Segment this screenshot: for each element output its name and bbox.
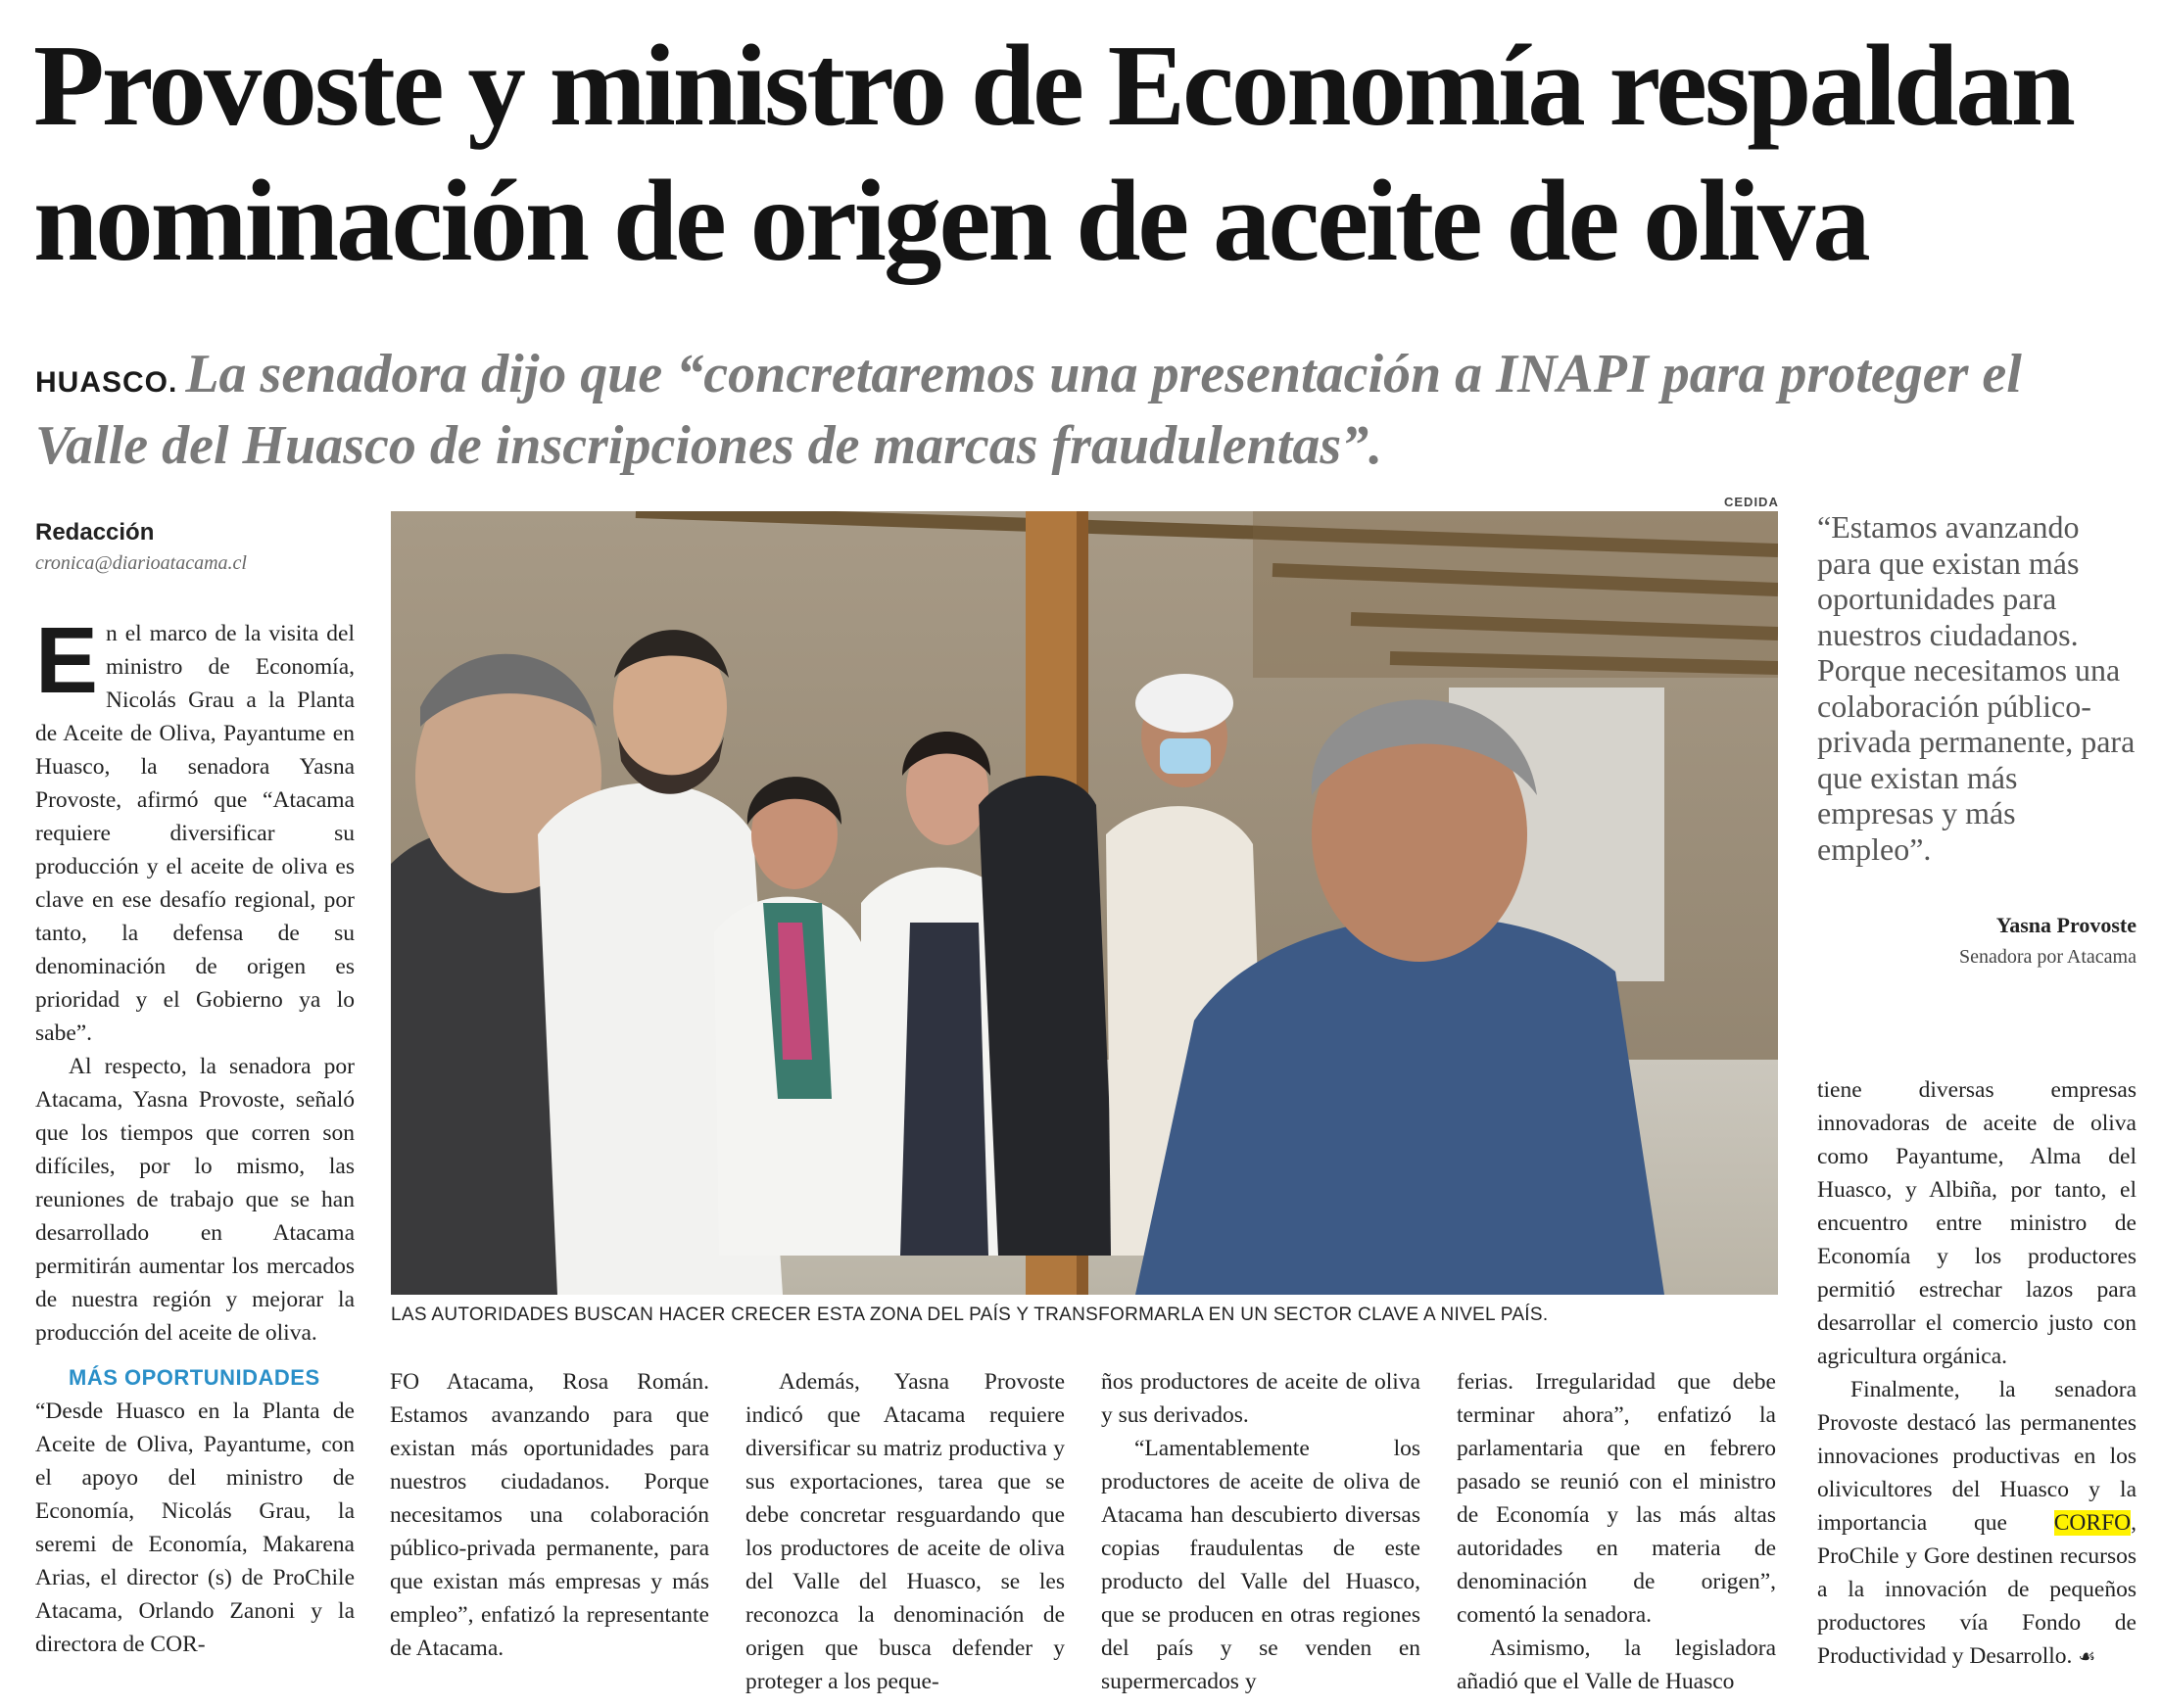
end-mark: ☙ — [2078, 1646, 2096, 1668]
paragraph-1 — [35, 608, 355, 1050]
paragraph-3: “Desde Huasco en la Planta de Aceite de Oliva, Payantume, con el apoyo del ministro de Economía, Nicolás Grau, la seremi de Economía, Makarena Arias, el director (s) de ProChile Atacama, Orlando Zanoni y la directora de COR- — [35, 1399, 355, 1657]
byline-name: Redacción — [35, 519, 155, 546]
photo-caption: LAS AUTORIDADES BUSCAN HACER CRECER ESTA ZONA DEL PAÍS Y TRANSFORMARLA EN UN SECTOR CLAVE A NIVEL PAÍS. — [391, 1305, 1549, 1325]
byline — [35, 519, 368, 575]
deck — [35, 343, 2141, 477]
column-6 — [1817, 1073, 2137, 1674]
column-3-text: Además, Yasna Provoste indicó que Atacama requiere diversificar su matriz productiva y sus exportaciones, tarea que se debe concretar resguardando que los productores de aceite de oliva del Valle del Huasco, se les reconozca la denominación de origen que busca defender y proteger a los peque- — [745, 1369, 1065, 1694]
highlighted-corfo: CORFO — [2053, 1510, 2132, 1536]
column-6-text-b-end: , ProChile y Gore destinen recursos a la innovación de pequeños productores vía Fondo de Productividad y Desarrollo. — [1817, 1510, 2137, 1669]
column-5 — [1457, 1365, 1776, 1698]
column-4-text-a: ños productores de aceite de oliva y sus derivados. — [1101, 1369, 1420, 1428]
byline-email: cronica@diarioatacama.cl — [35, 552, 247, 574]
pull-quote: “Estamos avanzando para que existan más oportunidades para nuestros ciudadanos. Porque necesitamos una colaboración público-privada permanente, para que existan más empresas y más empleo”. — [1817, 509, 2136, 867]
deck-text: La senadora dijo que “concretaremos una presentación a INAPI para proteger el Valle del Huasco de inscripciones de marcas fraudulentas”. — [35, 344, 2022, 476]
article-photo — [391, 511, 1778, 1295]
drop-cap: E — [35, 608, 99, 713]
paragraph-2: Al respecto, la senadora por Atacama, Yasna Provoste, señaló que los tiempos que corren son difíciles, por lo mismo, las reuniones de trabajo que se han desarrollado en Atacama permitirán aumentar los mercados de nuestra región y mejorar la producción del aceite de oliva. — [35, 1054, 355, 1346]
column-4 — [1101, 1365, 1420, 1698]
column-1 — [35, 608, 355, 1661]
column-5-text-a: ferias. Irregularidad que debe terminar ahora”, enfatizó la parlamentaria que en febrero pasado se reunió con el ministro de Economía y las más altas autoridades en materia de denominación de origen”, comentó la senadora. — [1457, 1369, 1776, 1628]
kicker: HUASCO. — [35, 366, 178, 399]
column-6-text-b — [1817, 1373, 2137, 1674]
paragraph-1-text: n el marco de la visita del ministro de Economía, Nicolás Grau a la Planta de Aceite de Oliva, Payantume en Huasco, la senadora Yasna Provoste, afirmó que “Atacama requiere diversificar su producción y el aceite de oliva es clave en ese desafío regional, por tanto, la defensa de su denominación de origen es prioridad y el Gobierno ya lo sabe”. — [35, 621, 355, 1046]
pull-quote-role: Senadora por Atacama — [1958, 946, 2137, 968]
column-2 — [390, 1365, 709, 1665]
headline: Provoste y ministro de Economía respaldan nominación de origen de aceite de oliva — [33, 21, 2073, 285]
column-6-text-b-start: Finalmente, la senadora Provoste destacó las permanentes innovaciones productivas en los olivicultores del Huasco y la importancia que — [1817, 1377, 2137, 1536]
column-3 — [745, 1365, 1065, 1698]
pull-quote-author: Yasna Provoste — [1995, 913, 2137, 937]
column-6-text-a: tiene diversas empresas innovadoras de aceite de oliva como Payantume, Alma del Huasco, y Albiña, por tanto, el encuentro entre ministro de Economía y los productores permitió estrechar lazos para desarrollar el comercio justo con agricultura orgánica. — [1817, 1077, 2137, 1369]
photo-credit: CEDIDA — [1724, 495, 1779, 509]
column-4-text-b: “Lamentablemente los productores de aceite de oliva de Atacama han descubierto diversas copias fraudulentas de este producto del Valle del Huasco, que se producen en otras regiones del país y se venden en supermercados y — [1101, 1436, 1420, 1694]
subhead: MÁS OPORTUNIDADES — [69, 1365, 320, 1390]
column-5-text-b: Asimismo, la legisladora añadió que el Valle de Huasco — [1457, 1636, 1776, 1694]
column-2-text: FO Atacama, Rosa Román. Estamos avanzando para que existan más oportunidades para nuestros ciudadanos. Porque necesitamos una colaboración público-privada permanente, para que existan más empresas y más empleo”, enfatizó la representante de Atacama. — [390, 1369, 709, 1661]
